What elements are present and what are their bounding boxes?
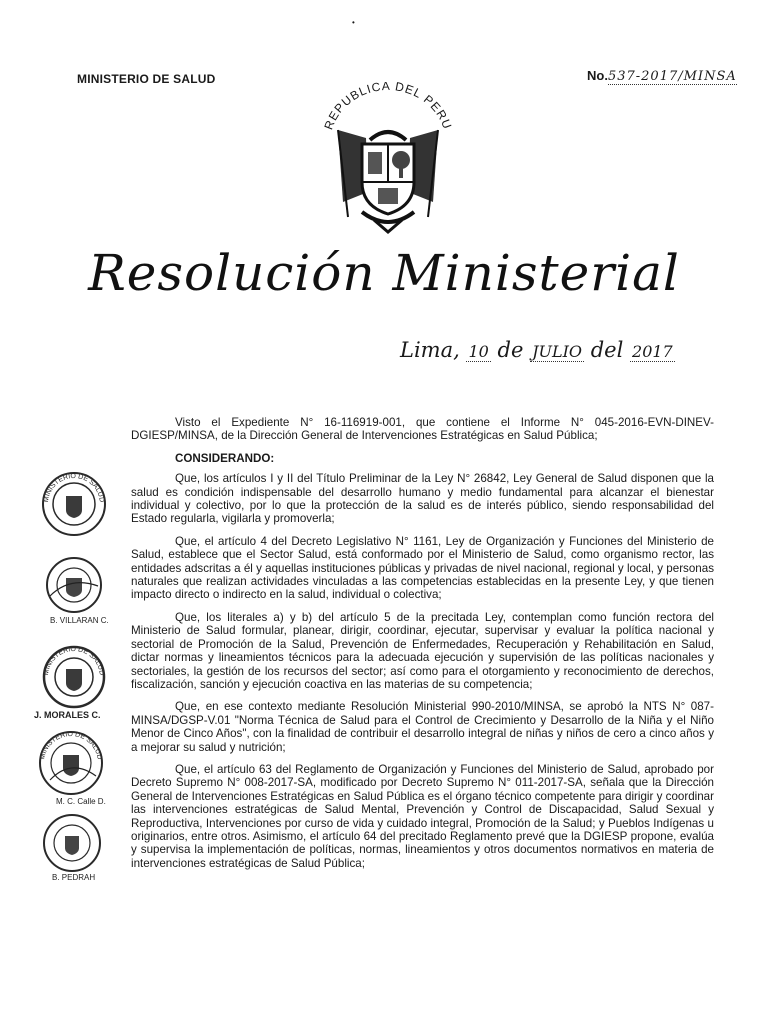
visto-paragraph: Visto el Expediente N° 16-116919-001, que contiene el Informe N° 045-2016-EVN-DINEV-DGIESP/MINSA, de la Dirección General de Intervenciones Estratégicas en Salud Pública;	[131, 416, 714, 443]
body-paragraph: Que, el artículo 63 del Reglamento de Organización y Funciones del Ministerio de Salud, aprobado por Decreto Supremo N° 008-2017-SA, modificado por Decreto Supremo N° 011-2017-SA, señala que la Dirección General de Intervenciones Estratégicas en Salud Pública es el órgano técnico competente para dirigir y coordinar las intervenciones estratégicas de Salud Mental, Prevención y Control de Discapacidad, Salud Sexual y Reproductiva, Intervenciones por curso de vida y cuidado integral, Promoción de la Salud; y Pueblos Indígenas u originarios, entre otros. Asimismo, el artículo 64 del precitado Reglamento prevé que la DGIESP propone, evalúa y supervisa la implementación de políticas, normas, lineamientos y otros documentos normativos en materia de intervenciones estratégicas de Salud Pública;	[131, 762, 714, 870]
peru-coat-of-arms-icon	[318, 82, 458, 242]
dateline-del: del	[590, 338, 624, 362]
body-paragraph: Que, los artículos I y II del Título Preliminar de la Ley N° 26842, Ley General de Salud disponen que la salud es condición indispensable del desarrollo humano y medio fundamental para alcanzar el bienestar individual y colectivo, por lo que la protección de la salud es de interés público, siendo responsabilidad del Estado regularla, vigilarla y promoverla;	[131, 472, 714, 526]
ministry-seal-stamp	[40, 644, 108, 710]
svg-text:REPUBLICA DEL PERU	[321, 82, 454, 132]
resolution-number-value: 537-2017/MINSA	[607, 69, 737, 84]
resolution-number-prefix: No.	[587, 68, 608, 83]
signature-seal-stamp	[40, 812, 104, 874]
document-title: Resolución Ministerial	[88, 244, 680, 302]
dateline-day: 10	[468, 342, 489, 361]
body-paragraph: Que, en ese contexto mediante Resolución Ministerial 990-2010/MINSA, se aprobó la NTS N° 087-MINSA/DGSP-V.01 "Norma Técnica de Salud para el Control de Crecimiento y Desarrollo de la Niña y el Niño Menor de Cinco Años", con la finalidad de contribuir el desarrollo integral de niñas y niños de cero a cinco años y a mejorar su salud y nutrición;	[131, 700, 714, 754]
seal-signatory-name: B. VILLARAN C.	[50, 616, 109, 625]
body-paragraph: Que, el artículo 4 del Decreto Legislativo N° 1161, Ley de Organización y Funciones del Ministerio de Salud, establece que el Sector Salud, está conformado por el Ministerio de Salud, como organismo rector, las entidades adscritas a él y aquellas instituciones públicas y privadas de nivel nacional, regional y local, y personas naturales que realizan actividades vinculadas a las competencias establecidas en la presente Ley, y que tienen impacto directo o indirecto en la salud, individual o colectiva;	[131, 534, 714, 602]
signature-seal-stamp	[40, 556, 108, 614]
seal-ring-text: MINISTERIO DE SALUD	[42, 472, 106, 503]
dateline-year: 2017	[632, 342, 673, 361]
dateline-month: JULIO	[532, 342, 583, 361]
dateline-city: Lima,	[400, 338, 460, 362]
seal-signatory-name: J. MORALES C.	[34, 710, 101, 720]
considerando-heading: CONSIDERANDO:	[175, 451, 275, 465]
dateline	[400, 338, 675, 362]
ministry-name: MINISTERIO DE SALUD	[77, 72, 216, 86]
resolution-number	[587, 68, 737, 84]
body-paragraph: Que, los literales a) y b) del artículo 5 de la precitada Ley, contemplan como función rectora del Ministerio de Salud formular, planear, dirigir, coordinar, ejecutar, supervisar y evaluar la política nacional y sectorial de Promoción de la Salud, Prevención de Enfermedades, Recuperación y Rehabilitación en Salud, dictar normas y lineamientos técnicos para la adecuada ejecución y supervisión de las políticas nacionales y sectoriales, la gestión de los recursos del sector; así como para el otorgamiento y reconocimiento de derechos, fiscalización, sanción y ejecución coactiva en las materias de su competencia;	[131, 610, 714, 691]
dateline-de: de	[497, 338, 524, 362]
seal-signatory-name: M. C. Calle D.	[56, 797, 106, 806]
document-body	[131, 416, 714, 879]
ministry-seal-stamp	[36, 728, 106, 798]
coat-arc-text: REPUBLICA DEL PERU	[321, 82, 455, 132]
seal-signatory-name: B. PEDRAH	[52, 873, 96, 882]
ministry-seal-stamp	[40, 470, 108, 538]
scan-mark: •	[352, 18, 355, 27]
seal-ring-text: MINISTERIO DE SALUD	[42, 645, 106, 676]
seal-ring-text: MINISTERIO DE SALUD	[39, 730, 103, 761]
